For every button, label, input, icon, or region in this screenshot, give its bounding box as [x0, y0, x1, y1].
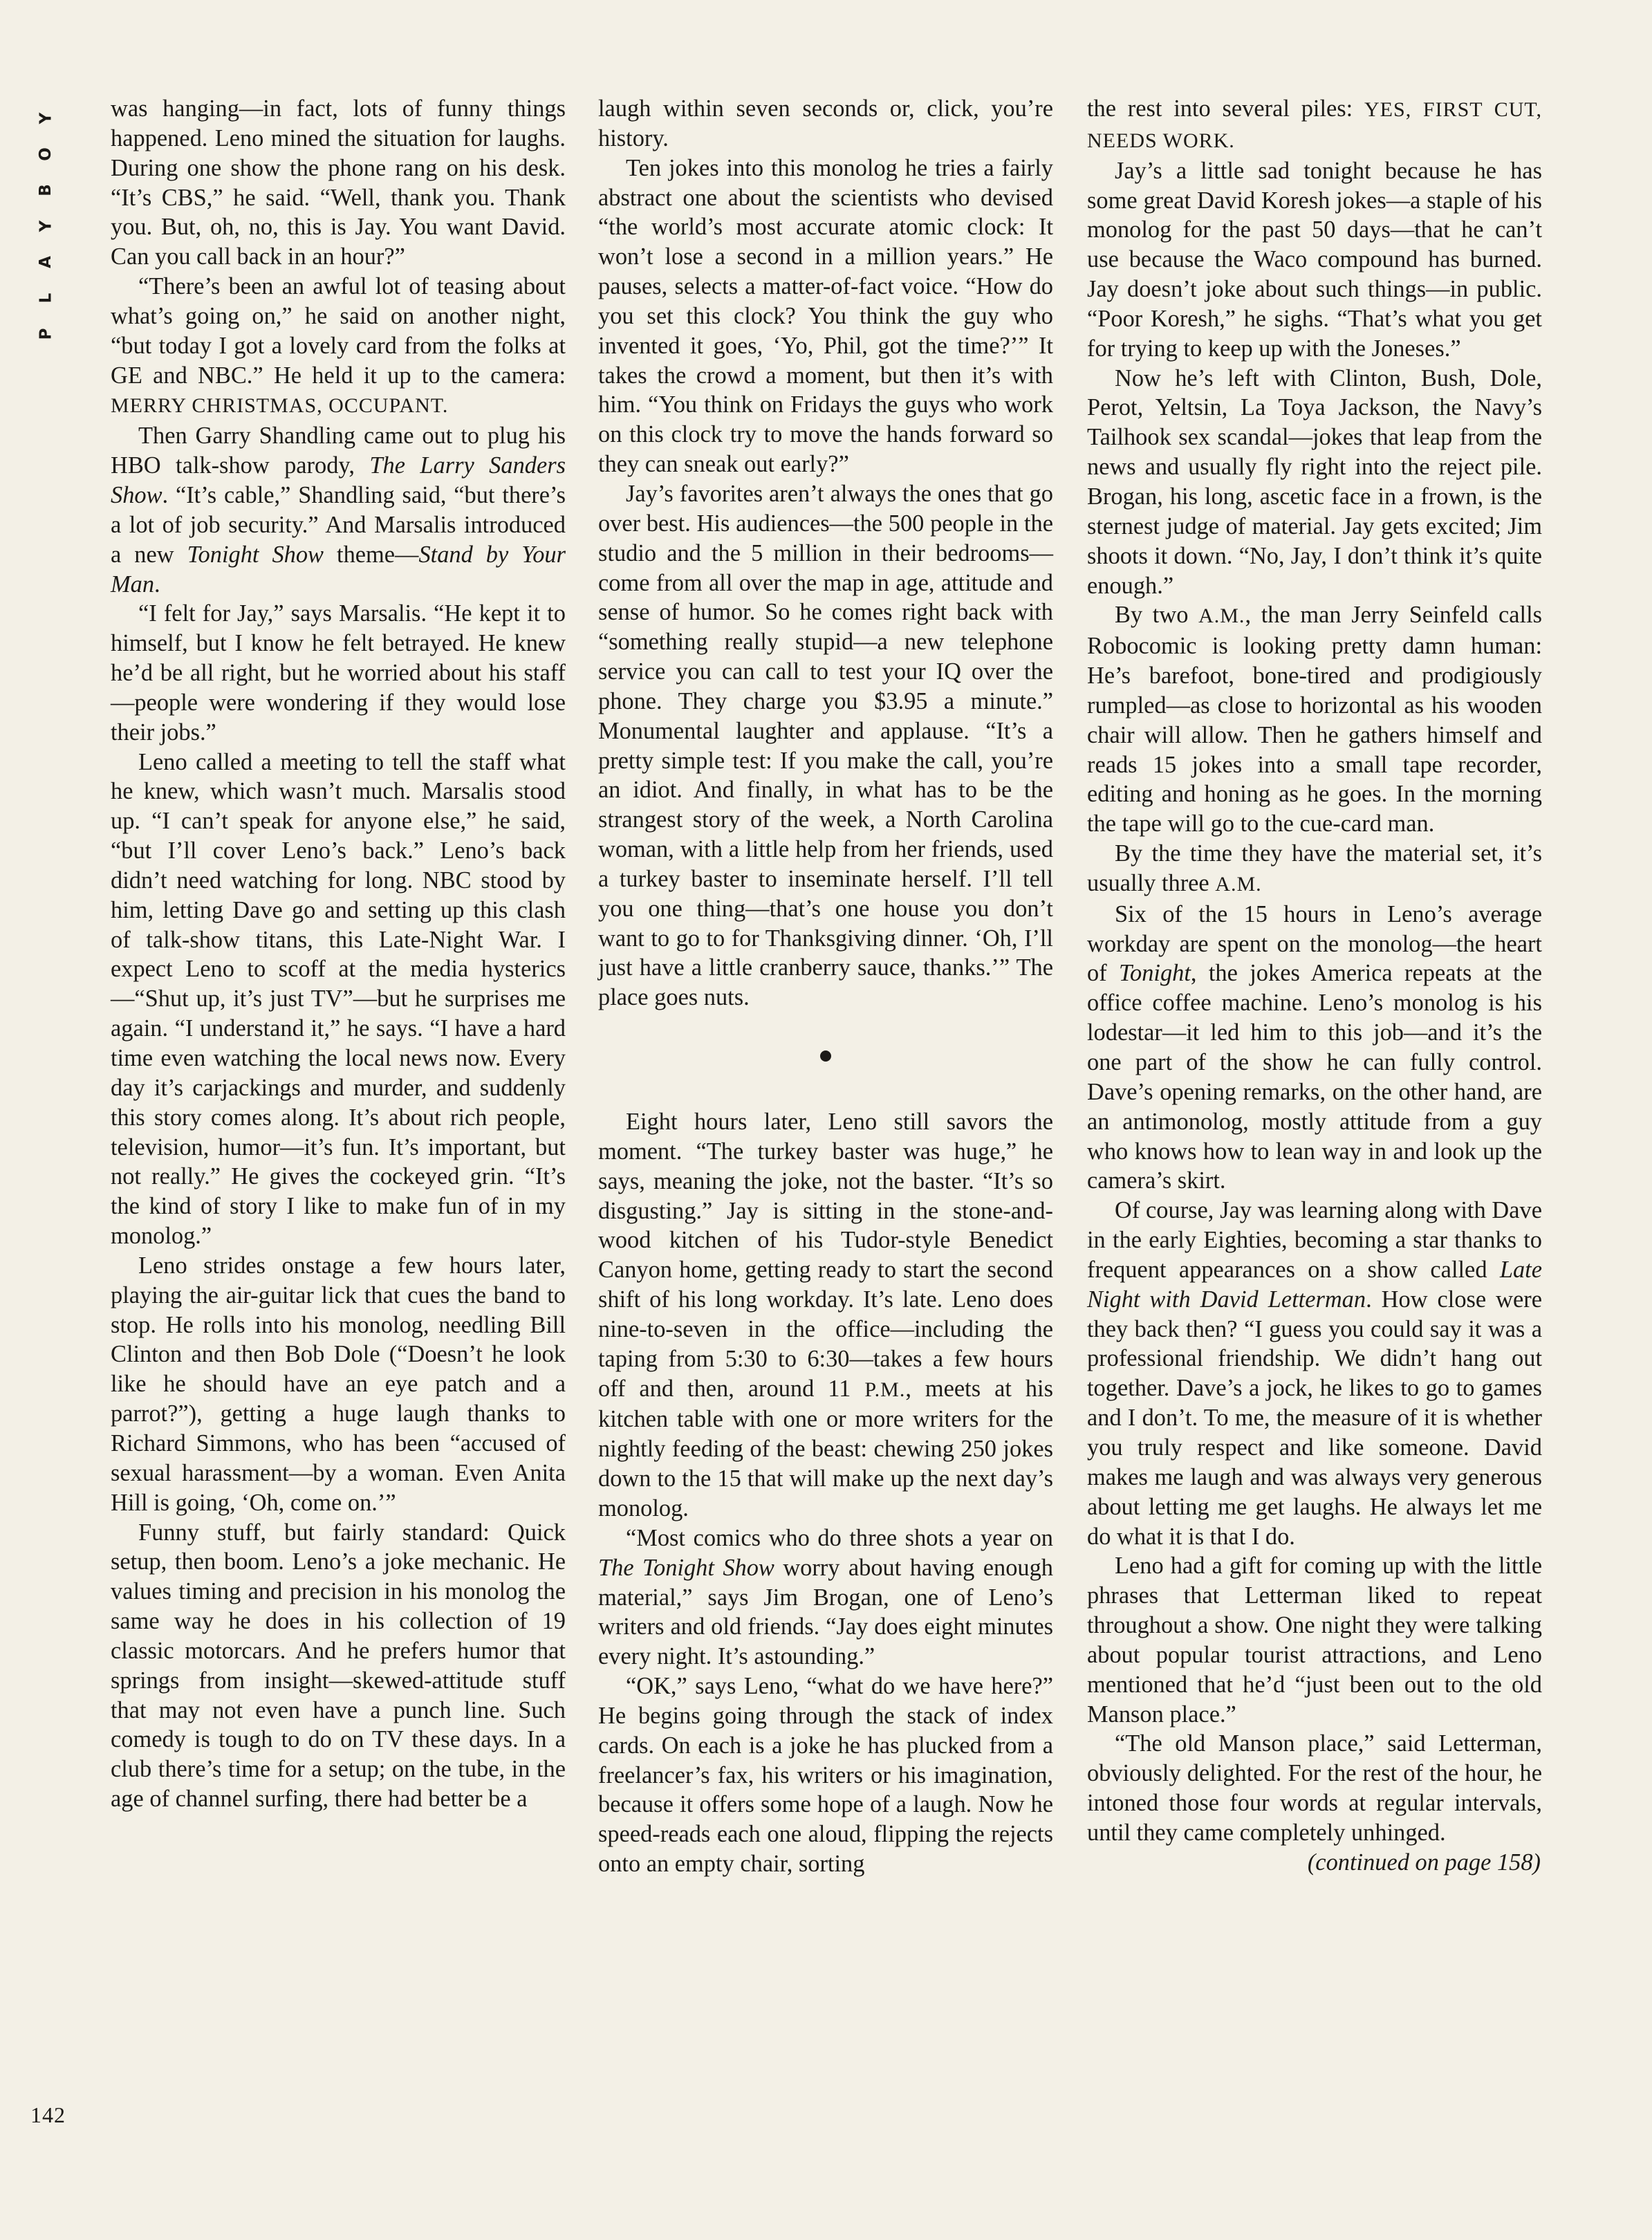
paragraph: Ten jokes into this monolog he tries a fairly abstract one about the scientists who devised “the world’s most accurate atomic clock: It won’t lose a second in a million years.” He pauses, selects a matter-of-fact voice. “How do you set this clock? You think the guy who invented it goes, ‘Yo, Phil, got the time?’” It takes the crowd a moment, but then it’s with him. “You think on Fridays the guys who work on this clock try to move the hands forward so they can sneak out early?” — [598, 154, 1053, 478]
text-column-2 — [598, 94, 1053, 1879]
brand-letter: B — [37, 184, 55, 196]
paragraph: By the time they have the material set, it’s usually three A.M. — [1087, 840, 1542, 896]
paragraph: Eight hours later, Leno still savors the moment. “The turkey baster was huge,” he says, meaning the joke, not the baster. “It’s so disgusting.” Jay is sitting in the stone-and-wood kitchen of his Tudor-style Benedict Canyon home, getting ready to start the second shift of his long workday. It’s late. Leno does nine-to-seven in the office—including the taping from 5:30 to 6:30—takes a few hours off and then, around 11 P.M., meets at his kitchen table with one or more writers for the nightly feeding of the beast: chewing 250 jokes down to the 15 that will make up the next day’s monolog. — [598, 1109, 1053, 1521]
text-column-3 — [1087, 94, 1542, 1878]
paragraph: Now he’s left with Clinton, Bush, Dole, Perot, Yeltsin, La Toya Jackson, the Navy’s Tailhook sex scandal—jokes that leap from the news and usually fly right into the reject pile. Brogan, his long, ascetic face in a frown, is the sternest judge of material. Jay gets excited; Jim shoots it down. “No, Jay, I don’t think it’s quite enough.” — [1087, 364, 1542, 599]
page-number: 142 — [30, 2102, 66, 2127]
paragraph: Six of the 15 hours in Leno’s average workday are spent on the monolog—the heart of Tonight, the jokes America repeats at the office coffee machine. Leno’s monolog is his lodestar—it led him to this job—and it’s the one part of the show he can fully control. Dave’s opening remarks, on the other hand, are an antimonolog, mostly attitude from a guy who knows how to lean way in and look up the camera’s skirt. — [1087, 900, 1542, 1194]
paragraph: “The old Manson place,” said Letterman, obviously delighted. For the rest of the hour, he intoned those four words at regular intervals, until they came completely unhinged. — [1087, 1730, 1542, 1846]
brand-letter: A — [37, 256, 55, 268]
text-column-1 — [111, 94, 566, 1814]
brand-letter: Y — [37, 112, 55, 124]
paragraph: By two A.M., the man Jerry Seinfeld calls Robocomic is looking pretty damn human: He’s barefoot, bone-tired and prodigiously rumpled—as close to horizontal as his wooden chair will allow. Then he gathers himself and reads 15 jokes into a small tape recorder, editing and honing as he goes. In the morning the tape will go to the cue-card man. — [1087, 602, 1543, 837]
paragraph: the rest into several piles: YES, FIRST CUT, NEEDS WORK. — [1087, 95, 1542, 152]
paragraph: Leno strides onstage a few hours later, playing the air-guitar lick that cues the band to stop. He rolls into his monolog, needling Bill Clinton and then Bob Dole (“Doesn’t he look like he should have an eye patch and a parrot?”), getting a huge laugh thanks to Richard Simmons, who has been “accused of sexual harassment—by a woman. Even Anita Hill is going, ‘Oh, come on.’” — [111, 1252, 566, 1516]
brand-letter: P — [36, 328, 55, 340]
magazine-name-vertical — [32, 100, 59, 352]
brand-letter: L — [37, 293, 55, 304]
paragraph: laugh within seven seconds or, click, you’re history. — [598, 95, 1053, 151]
continued-note: (continued on page 158) — [1307, 1849, 1541, 1876]
paragraph: Leno called a meeting to tell the staff what he knew, which wasn’t much. Marsalis stood up. “I can’t speak for anyone else,” he said, “but I’ll cover Leno’s back.” Leno’s back didn’t need watching for long. NBC stood by him, letting Dave go and setting up this clash of talk-show titans, this Late-Night War. I expect Leno to scoff at the media hysterics—“Shut up, it’s just TV”—but he surprises me again. “I understand it,” he says. “I have a hard time even watching the local news now. Every day it’s carjackings and murder, and suddenly this story comes along. It’s about rich people, television, humor—it’s fun. It’s important, but not really.” He gives the cockeyed grin. “It’s the kind of story I like to make fun of in my monolog.” — [111, 748, 566, 1250]
brand-letter: Y — [37, 220, 55, 232]
paragraph: “OK,” says Leno, “what do we have here?” He begins going through the stack of index cards. On each is a joke he has plucked from a freelancer’s fax, his writers or his imagination, because it offers some hope of a laugh. Now he speed-reads each one aloud, flipping the rejects onto an empty chair, sorting — [598, 1673, 1053, 1878]
paragraph: Of course, Jay was learning along with Dave in the early Eighties, becoming a star thanks to frequent appearances on a show called Late Night with David Letterman. How close were they back then? “I guess you could say it was a professional friendship. We didn’t hang out together. Dave’s a jock, he likes to go to games and I don’t. To me, the measure of it is whether you truly respect and like someone. David makes me laugh and was always very generous about letting me get laughs. He always let me do what it is that I do. — [1087, 1197, 1542, 1550]
paragraph: Jay’s favorites aren’t always the ones that go over best. His audiences—the 500 people in the studio and the 5 million in their bedrooms—come from all over the map in age, attitude and sense of humor. So he comes right back with “something really stupid—a new telephone service you can call to test your IQ over the phone. They charge you $3.95 a minute.” Monumental laughter and applause. “It’s a pretty simple test: If you make the call, you’re an idiot. And finally, in what has to be the strangest story of the week, a North Carolina woman, with a little help from her friends, used a turkey baster to inseminate herself. I’ll tell you one thing—that’s one house you don’t want to go to for Thanksgiving dinner. ‘Oh, I’ll just have a little cranberry sauce, thanks.’” The place goes nuts. — [598, 480, 1053, 1011]
section-break-bullet — [598, 1040, 1053, 1070]
paragraph: “There’s been an awful lot of teasing about what’s going on,” he said on another night, “but today I got a lovely card from the folks at GE and NBC.” He held it up to the camera: MERRY CHRISTMAS, OCCUPANT. — [111, 273, 566, 418]
paragraph: “Most comics who do three shots a year on The Tonight Show worry about having enough material,” says Jim Brogan, one of Leno’s writers and old friends. “Jay does eight minutes every night. It’s astounding.” — [598, 1524, 1054, 1670]
brand-letter: O — [37, 147, 55, 161]
paragraph: “I felt for Jay,” says Marsalis. “He kept it to himself, but I know he felt betrayed. He knew he’d be all right, but he worried about his staff—people were wondering if they would lose their jobs.” — [111, 600, 566, 746]
paragraph: was hanging—in fact, lots of funny things happened. Leno mined the situation for laughs. During one show the phone rang on his desk. “It’s CBS,” he said. “Well, thank you. Thank you. But, oh, no, this is Jay. You want David. Can you call back in an hour?” — [111, 95, 566, 270]
paragraph: Jay’s a little sad tonight because he has some great David Koresh jokes—a staple of his monolog for the past 50 days—that he can’t use because the Waco compound has burned. Jay doesn’t joke about such things—in public. “Poor Koresh,” he sighs. “That’s what you get for trying to keep up with the Joneses.” — [1087, 157, 1542, 362]
paragraph: Funny stuff, but fairly standard: Quick setup, then boom. Leno’s a joke mechanic. He values timing and precision in his monolog the same way he does in his collection of 19 classic motorcars. And he prefers humor that springs from insight—skewed-attitude stuff that may not even have a punch line. Such comedy is tough to do on TV these days. In a club there’s time for a setup; on the tube, in the age of channel surfing, there had better be a — [111, 1519, 566, 1813]
paragraph: Leno had a gift for coming up with the little phrases that Letterman liked to repeat throughout a show. One night they were talking about popular tourist attractions, and Leno mentioned that he’d “just been out to the old Manson place.” — [1087, 1553, 1542, 1728]
paragraph: Then Garry Shandling came out to plug his HBO talk-show parody, The Larry Sanders Show. “It’s cable,” Shandling said, “but there’s a lot of job security.” And Marsalis introduced a new Tonight Show theme—Stand by Your Man. — [111, 423, 566, 598]
